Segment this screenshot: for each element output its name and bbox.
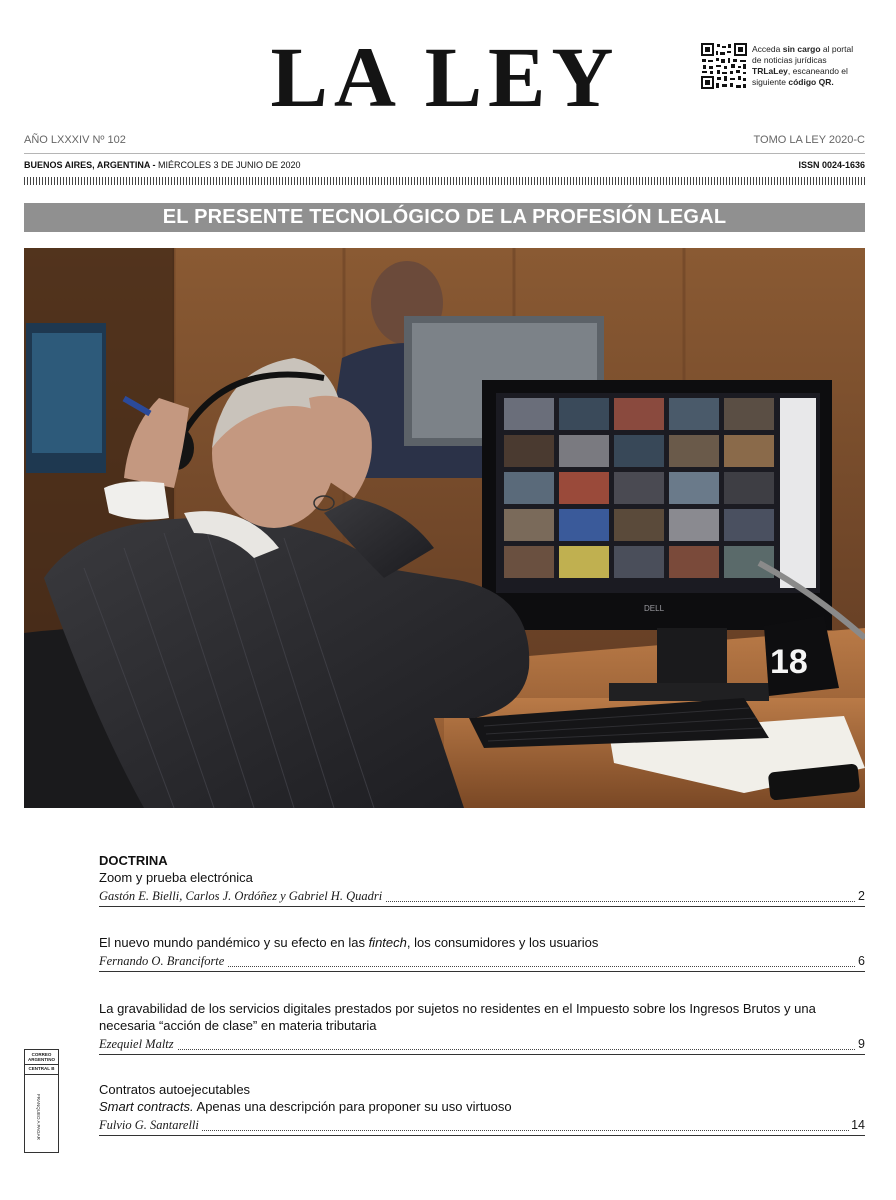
postal-line-2: CENTRAL B (28, 1066, 55, 1071)
entry-divider (99, 1054, 865, 1055)
entry-author: Fulvio G. Santarelli (99, 1118, 202, 1133)
entry-subtitle[interactable]: Smart contracts. Apenas una descripción para proponer su uso virtuoso (99, 1099, 512, 1114)
issue-line (24, 134, 865, 150)
toc-entry-3[interactable] (99, 1000, 865, 1055)
entry-page: 9 (858, 1037, 865, 1051)
entry-title[interactable]: Zoom y prueba electrónica (99, 870, 253, 885)
postal-line-3: FRANQUEO A PAGAR (36, 1094, 41, 1140)
entry-author: Gastón E. Bielli, Carlos J. Ordóñez y Gabriel H. Quadri (99, 889, 385, 904)
desk-number: 18 (770, 643, 808, 681)
cover-photo-illustration (24, 248, 865, 808)
issue-number: AÑO LXXXIV Nº 102 (24, 134, 126, 146)
date-label: MIÉRCOLES 3 DE JUNIO DE 2020 (158, 160, 301, 170)
qr-code-icon[interactable] (700, 42, 748, 90)
entry-page: 14 (851, 1118, 865, 1132)
entry-author: Fernando O. Branciforte (99, 954, 227, 969)
masthead (0, 30, 896, 125)
entry-page: 2 (858, 889, 865, 903)
dateline (24, 160, 865, 174)
entry-page: 6 (858, 954, 865, 968)
qr-caption: Acceda sin cargo al portal de noticias jurídicas TRLaLey, escaneando el siguiente código QR. (752, 44, 854, 87)
headline-banner: EL PRESENTE TECNOLÓGICO DE LA PROFESIÓN LEGAL (24, 203, 865, 232)
entry-divider (99, 906, 865, 907)
toc-entry-2[interactable] (99, 934, 865, 972)
entry-divider (99, 1135, 865, 1136)
toc-entry-4[interactable] (99, 1081, 865, 1136)
monitor-brand-logo: DELL (644, 604, 665, 613)
entry-title[interactable]: El nuevo mundo pandémico y su efecto en las fintech, los consumidores y los usuarios (99, 935, 599, 950)
newspaper-title: LA LEY (270, 29, 620, 125)
section-heading: DOCTRINA (99, 853, 168, 868)
issn-label: ISSN 0024-1636 (798, 160, 865, 170)
entry-divider (99, 971, 865, 972)
barcode-divider (24, 177, 865, 185)
toc-entry-1[interactable] (99, 869, 865, 907)
postal-stamp-box (24, 1049, 59, 1153)
table-of-contents (99, 853, 865, 1132)
entry-author: Ezequiel Maltz (99, 1037, 177, 1052)
postal-line-1: CORREO ARGENTINO (28, 1052, 55, 1062)
leader-dots (99, 1049, 855, 1050)
tomo-label: TOMO LA LEY 2020-C (753, 134, 865, 146)
entry-title[interactable]: Contratos autoejecutables (99, 1082, 251, 1097)
leader-dots (99, 1130, 855, 1131)
entry-title[interactable]: La gravabilidad de los servicios digitales prestados por sujetos no residentes en el Impuesto sobre los Ingresos Brutos y una necesaria “acción de clase” en materia tributaria (99, 1001, 816, 1033)
cover-photo (24, 248, 865, 808)
divider (24, 153, 865, 154)
video-call-grid (504, 398, 816, 588)
city-label: BUENOS AIRES, ARGENTINA - (24, 160, 159, 170)
